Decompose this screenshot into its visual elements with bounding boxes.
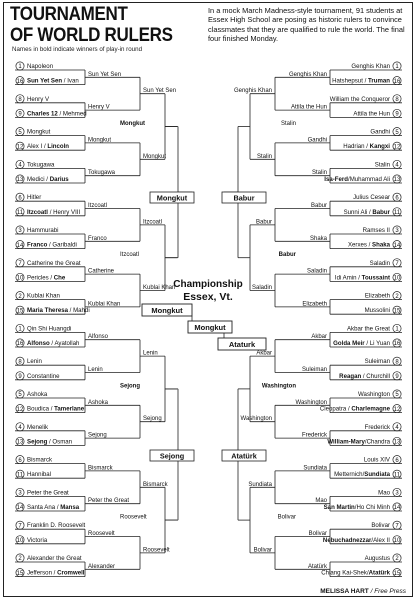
bracket-label: Henry V [88, 104, 110, 111]
seed-number: 14 [393, 242, 401, 249]
bracket-label: Akbar [256, 350, 272, 357]
seed-number: 13 [16, 439, 24, 446]
round3-label: Bolivar [277, 514, 296, 521]
ruler-name: Ramses II [362, 227, 390, 234]
ruler-name: Genghis Khan [351, 63, 390, 70]
bracket-label: Attila the Hun [290, 104, 327, 111]
bracket-label: Itzcoatl [88, 203, 108, 209]
seed-number: 2 [18, 293, 22, 300]
ruler-name: Hannibal [27, 471, 52, 479]
finalist-right: Ataturk [228, 340, 256, 349]
title-line-2: OF WORLD RULERS [10, 23, 173, 46]
ruler-name: Constantine [27, 372, 60, 380]
seed-number: 2 [18, 556, 22, 563]
seed-number: 4 [395, 162, 399, 169]
bracket-label: Alfonso [88, 334, 109, 341]
seed-number: 6 [395, 457, 399, 464]
ruler-name: William the Conqueror [329, 95, 390, 103]
bracket-label: Lenin [88, 367, 103, 373]
seed-number: 5 [18, 392, 22, 399]
ruler-name: Qin Shi Huangdi [27, 325, 72, 333]
ruler-name: Pericles / Che [27, 274, 66, 282]
seed-number: 10 [393, 275, 401, 282]
ruler-name: Napoleon [27, 63, 54, 70]
ruler-name: Washington [358, 391, 390, 398]
ruler-name: Isa-Ferd/Muhammad Ali [324, 176, 390, 183]
seed-number: 15 [16, 570, 24, 577]
bracket-label: Lenin [143, 350, 158, 357]
seed-number: 4 [18, 425, 22, 431]
bracket-label: Bolivar [253, 547, 272, 554]
seed-number: 1 [18, 326, 22, 333]
ruler-name: Sejong / Osman [27, 438, 73, 446]
ruler-name: Julius Cesear [353, 194, 390, 202]
ruler-name: Cleopatra / Charlemagne [319, 405, 390, 413]
bracket-label: Genghis Khan [288, 71, 327, 78]
semifinal-winner: Atatürk [231, 451, 257, 461]
ruler-name: Kublai Khan [27, 292, 60, 300]
ruler-name: Attila the Hun [353, 110, 390, 118]
ruler-name: Alexander the Great [27, 555, 82, 562]
seed-number: 1 [395, 64, 399, 71]
intro-text: In a mock March Madness-style tournament, 91 students at Essex High School are posing as historic rulers to convince classmates that they are qualified to rule the world. The final four finished Monday. [208, 6, 405, 43]
seed-number: 9 [18, 111, 22, 118]
seed-number: 14 [393, 505, 401, 512]
ruler-name: Gandhi [370, 128, 390, 136]
bracket-label: Frederick [301, 432, 327, 439]
ruler-name: Elizabeth [364, 292, 390, 300]
bracket-label: Sundiata [248, 481, 272, 488]
bracket-label: Bolivar [308, 531, 327, 537]
bracket-label: Mongkut [143, 153, 167, 160]
ruler-name: Lenin [27, 358, 42, 366]
round3-label: Stalin [280, 121, 296, 127]
ruler-name: Sunni Ali / Babur [343, 208, 390, 216]
seed-number: 13 [393, 177, 401, 184]
bracket-label: Akbar [311, 334, 327, 341]
seed-number: 3 [395, 490, 399, 497]
semifinal-winner: Mongkut [156, 193, 188, 203]
championship-location: Essex, Vt. [183, 291, 233, 303]
bracket-label: Mao [315, 498, 327, 505]
bracket-label: Babur [255, 219, 272, 226]
ruler-name: Medici / Darius [27, 176, 69, 183]
ruler-name: Alfonso / Ayatollah [27, 340, 80, 347]
seed-number: 12 [393, 144, 401, 151]
bracket-label: Gandhi [307, 137, 327, 144]
credit-name: MELISSA HART [320, 588, 369, 595]
ruler-name: Hadrian / Kangxi [343, 143, 390, 151]
seed-number: 11 [393, 472, 401, 479]
seed-number: 6 [395, 195, 399, 202]
round3-label: Babur [278, 252, 296, 259]
ruler-name: Reagan / Churchill [339, 372, 390, 380]
ruler-name: Louis XIV [363, 456, 390, 464]
ruler-name: Catherine the Great [27, 259, 81, 267]
seed-number: 12 [16, 144, 24, 151]
ruler-name: Nebuchadnezzar/Alex II [322, 536, 390, 544]
bracket-label: Ashoka [88, 399, 109, 406]
ruler-name: Jefferson / Cromwell [27, 569, 85, 577]
bracket-label: Bismarck [88, 465, 113, 472]
bracket-label: Stalin [256, 153, 272, 160]
bracket-label: Kublai Khan [143, 285, 176, 291]
bracket-label: Saladin [306, 268, 327, 275]
seed-number: 8 [395, 359, 399, 366]
bracket-label: Genghis Khan [233, 88, 272, 95]
bracket-label: Stalin [311, 170, 327, 177]
ruler-name: Mao [378, 489, 390, 497]
credit-line: MELISSA HART / Free Press [320, 588, 406, 595]
ruler-name: Franklin D. Roosevelt [27, 522, 86, 530]
round3-label: Mongkut [120, 121, 145, 127]
semifinal-winner: Babur [233, 193, 255, 203]
seed-number: 14 [16, 242, 24, 249]
seed-number: 2 [395, 556, 399, 563]
bracket-label: Sun Yet Sen [143, 88, 177, 95]
seed-number: 7 [18, 261, 22, 267]
finalist-left: Mongkut [151, 306, 183, 315]
bracket-label: Mongkut [88, 137, 112, 144]
seed-number: 7 [18, 523, 22, 530]
bracket-label: Itzcoatl [143, 219, 163, 226]
ruler-name: Stalin [374, 161, 390, 169]
seed-number: 5 [18, 129, 22, 136]
bracket-label: Tokugawa [88, 170, 116, 177]
bracket-label: Bismarck [143, 481, 168, 488]
seed-number: 9 [18, 374, 22, 380]
seed-number: 11 [16, 472, 24, 479]
ruler-name: Ashoka [27, 391, 48, 398]
seed-number: 15 [393, 570, 401, 577]
ruler-name: Idi Amin / Toussaint [334, 274, 390, 282]
seed-number: 15 [393, 308, 401, 315]
ruler-name: Maria Theresa / Mahdi [27, 307, 90, 315]
seed-number: 6 [18, 457, 22, 464]
bracket-label: Sejong [143, 416, 162, 423]
bracket-label: Sun Yet Sen [88, 71, 122, 78]
ruler-name: San Martin/Ho Chi Minh [323, 504, 390, 511]
bracket-label: Babur [310, 203, 327, 209]
ruler-name: Boudica / Tamerlane [27, 405, 85, 413]
subtitle: Names in bold indicate winners of play-in round [12, 46, 143, 53]
seed-number: 4 [18, 162, 22, 169]
ruler-name: Xerxes / Shaka [347, 241, 390, 249]
seed-number: 9 [395, 374, 399, 380]
ruler-name: Hatshepsut / Truman [332, 77, 390, 85]
bracket-label: Saladin [251, 285, 272, 291]
bracket-label: Atatürk [307, 563, 327, 570]
seed-number: 10 [16, 275, 24, 282]
seed-number: 12 [393, 406, 401, 413]
bracket-label: Shaka [309, 235, 327, 242]
round3-label: Roosevelt [120, 514, 147, 521]
seed-number: 5 [395, 392, 399, 399]
bracket-label: Sundiata [303, 465, 327, 472]
ruler-name: Chiang Kai-Shek/Atatürk [321, 569, 390, 577]
ruler-name: Saladin [369, 259, 390, 267]
ruler-name: Santa Ana / Mansa [27, 504, 80, 511]
ruler-name: Golda Meir / Li Yuan [333, 340, 390, 347]
bracket-label: Elizabeth [302, 301, 327, 308]
ruler-name: Suleiman [364, 358, 390, 366]
seed-number: 8 [18, 97, 22, 103]
bracket-label: Suleiman [301, 367, 327, 373]
bracket-label: Roosevelt [88, 531, 115, 537]
seed-number: 8 [395, 97, 399, 103]
ruler-name: Akbar the Great [346, 325, 390, 333]
bracket-label: Alexander [88, 563, 116, 570]
seed-number: 12 [16, 406, 24, 413]
seed-number: 9 [395, 111, 399, 118]
ruler-name: Bismarck [27, 456, 53, 464]
ruler-name: Hitler [27, 194, 42, 202]
seed-number: 15 [16, 308, 24, 315]
bracket-label: Washington [295, 399, 327, 406]
seed-number: 16 [16, 341, 24, 348]
bracket-label: Sejong [88, 432, 107, 439]
bracket-label: Roosevelt [143, 547, 170, 554]
seed-number: 7 [395, 523, 399, 530]
ruler-name: Charles 12 / Mehmed [27, 110, 87, 118]
ruler-name: Mongkut [27, 128, 51, 136]
ruler-name: Frederick [364, 423, 390, 431]
ruler-name: Bolivar [371, 522, 390, 530]
bracket-label: Franco [88, 235, 107, 242]
title-line-1: TOURNAMENT [10, 2, 128, 25]
ruler-name: Peter the Great [27, 489, 69, 497]
ruler-name: William-Mary/Chandra [327, 438, 390, 446]
semifinal-winner: Sejong [159, 451, 185, 461]
ruler-name: Henry V [27, 95, 50, 103]
seed-number: 6 [18, 195, 22, 202]
round3-label: Sejong [120, 383, 141, 390]
bracket-label: Peter the Great [88, 498, 130, 505]
champion: Mongkut [194, 323, 226, 332]
ruler-name: Augustus [364, 555, 390, 562]
seed-number: 16 [393, 341, 401, 348]
round3-label: Washington [261, 383, 296, 390]
seed-number: 1 [18, 64, 22, 71]
seed-number: 13 [393, 439, 401, 446]
credit-org: Free Press [374, 588, 406, 595]
seed-number: 16 [393, 78, 401, 85]
seed-number: 2 [395, 293, 399, 300]
ruler-name: Victoria [27, 536, 48, 544]
bracket-label: Washington [240, 416, 272, 423]
seed-number: 13 [16, 177, 24, 184]
seed-number: 3 [18, 228, 22, 235]
seed-number: 7 [395, 261, 399, 267]
ruler-name: Sun Yet Sen / Ivan [27, 77, 79, 85]
round3-label: Itzcoatl [120, 252, 140, 259]
ruler-name: Tokugawa [27, 161, 55, 169]
ruler-name: Franco / Garibaldi [27, 241, 77, 249]
bracket-label: Kublai Khan [88, 301, 121, 308]
seed-number: 16 [16, 78, 24, 85]
seed-number: 11 [393, 210, 401, 216]
seed-number: 8 [18, 359, 22, 366]
seed-number: 11 [16, 210, 24, 216]
seed-number: 10 [16, 538, 24, 544]
ruler-name: Metternich/Sundiata [334, 471, 390, 479]
seed-number: 14 [16, 505, 24, 512]
ruler-name: Hammurabi [27, 227, 59, 234]
bracket-label: Catherine [88, 268, 115, 275]
seed-number: 4 [395, 425, 399, 431]
seed-number: 5 [395, 129, 399, 136]
seed-number: 1 [395, 326, 399, 333]
ruler-name: Alex I / Lincoln [27, 143, 70, 151]
ruler-name: Menelik [27, 423, 48, 431]
seed-number: 10 [393, 538, 401, 544]
ruler-name: Itzcoatl / Henry VIII [27, 208, 81, 216]
seed-number: 3 [395, 228, 399, 235]
championship-label: Championship [173, 279, 243, 290]
seed-number: 3 [18, 490, 22, 497]
ruler-name: Mussolini [364, 307, 390, 315]
